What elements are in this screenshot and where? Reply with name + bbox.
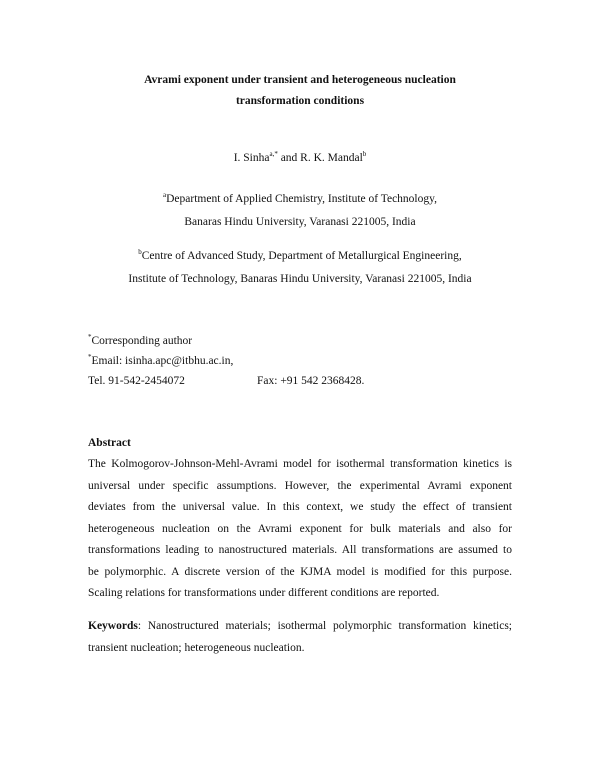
corresponding-author-label: *Corresponding author bbox=[88, 333, 193, 347]
abstract-line-3: deviates from the universal value. In this context, we study the effect of transient bbox=[88, 501, 512, 513]
keywords-label: Keywords bbox=[88, 620, 138, 632]
corresponding-marker-2: * bbox=[88, 353, 92, 362]
author-1-name: I. Sinha bbox=[233, 152, 270, 164]
affiliation-b-marker: b bbox=[138, 248, 142, 257]
keywords-text-1: : Nanostructured materials; isothermal polymorphic transformation kinetics; bbox=[137, 620, 512, 632]
paper-title bbox=[80, 70, 520, 112]
affiliation-b bbox=[0, 245, 600, 291]
corresponding-marker-1: * bbox=[88, 333, 92, 342]
affiliation-b-line-2: Institute of Technology, Banaras Hindu University, Varanasi 221005, India bbox=[128, 273, 472, 285]
author-list bbox=[0, 150, 600, 166]
corresponding-fax: Fax: +91 542 2368428. bbox=[257, 375, 365, 387]
abstract-line-6: be polymorphic. A discrete version of the KJMA model is modified for this purpose. bbox=[88, 565, 512, 578]
abstract-body bbox=[88, 454, 512, 605]
author-2-name: and R. K. Mandal bbox=[277, 152, 363, 164]
abstract-line-5: transformations leading to nanostructured materials. All transformations are assumed to bbox=[88, 544, 512, 556]
corresponding-tel: Tel. 91-542-2454072 bbox=[88, 375, 185, 387]
affiliation-a-line-1 bbox=[0, 188, 600, 211]
abstract-line-7: Scaling relations for transformations under different conditions are reported. bbox=[88, 587, 440, 599]
corresponding-email: *Email: isinha.apc@itbhu.ac.in, bbox=[88, 353, 234, 367]
abstract-line-2: universal under specific assumptions. However, the experimental Avrami exponent bbox=[88, 479, 512, 492]
keywords-line-2: transient nucleation; heterogeneous nucleation. bbox=[88, 641, 305, 654]
title-line-2: transformation conditions bbox=[235, 95, 365, 107]
keywords-line-1 bbox=[88, 616, 512, 638]
author-2-superscript: b bbox=[362, 150, 367, 159]
affiliation-a bbox=[0, 188, 600, 234]
affiliation-b-text-1: Centre of Advanced Study, Department of Metallurgical Engineering, bbox=[141, 250, 462, 262]
affiliation-a-marker: a bbox=[163, 191, 167, 200]
affiliation-a-text-1: Department of Applied Chemistry, Institute of Technology, bbox=[166, 193, 437, 205]
abstract-line-4: heterogeneous nucleation on the Avrami exponent for bulk materials and also for bbox=[88, 522, 512, 535]
abstract-heading: Abstract bbox=[88, 437, 131, 449]
title-line-1: Avrami exponent under transient and heterogeneous nucleation bbox=[144, 74, 456, 86]
affiliation-a-line-2: Banaras Hindu University, Varanasi 221005, India bbox=[184, 216, 416, 228]
abstract-line-1: The Kolmogorov-Johnson-Mehl-Avrami model for isothermal transformation kinetics is bbox=[88, 458, 512, 470]
keywords bbox=[88, 616, 512, 659]
author-1-superscript: a,* bbox=[269, 150, 278, 159]
affiliation-b-line-1 bbox=[0, 245, 600, 268]
